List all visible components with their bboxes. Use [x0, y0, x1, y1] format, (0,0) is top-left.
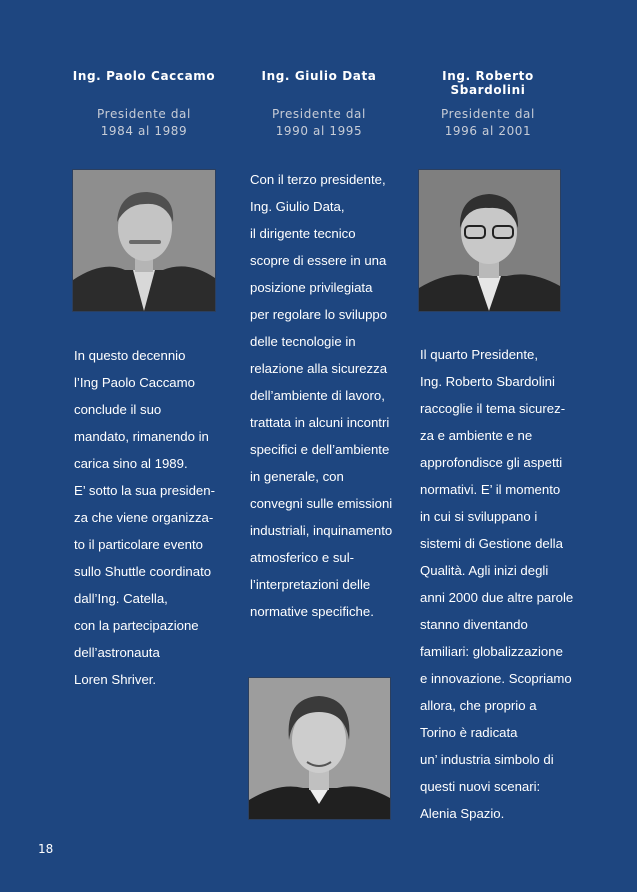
text-line: scopre di essere in una	[250, 253, 387, 268]
president-name-data: Ing. Giulio Data	[261, 69, 377, 83]
person-portrait-icon	[249, 678, 390, 819]
text-line: mandato, rimanendo in	[74, 429, 209, 444]
term-sbardolini	[403, 106, 573, 140]
text-line: to il particolare evento	[74, 537, 204, 552]
text-line: dall’Ing. Catella,	[74, 591, 168, 606]
term-caccamo	[59, 106, 229, 140]
president-name-sbardolini: Ing. Roberto Sbardolini	[442, 69, 534, 97]
portrait-data-photo	[248, 677, 391, 820]
text-line: sistemi di Gestione della	[420, 536, 563, 551]
text-line: con la partecipazione	[74, 618, 199, 633]
text-line: il dirigente tecnico	[250, 226, 356, 241]
text-line: conclude il suo	[74, 402, 162, 417]
text-line: questi nuovi scenari:	[420, 779, 541, 794]
term-line-1: Presidente dal	[441, 107, 535, 121]
text-line: In questo decennio	[74, 348, 186, 363]
text-line: dell’astronauta	[74, 645, 160, 660]
text-line: dell’ambiente di lavoro,	[250, 388, 385, 403]
term-line-1: Presidente dal	[272, 107, 366, 121]
text-line: Alenia Spazio.	[420, 806, 505, 821]
text-line: stanno diventando	[420, 617, 528, 632]
text-line: approfondisce gli aspetti	[420, 455, 563, 470]
text-line: industriali, inquinamento	[250, 523, 393, 538]
text-line: Torino è radicata	[420, 725, 518, 740]
term-line-2: 1990 al 1995	[275, 124, 363, 138]
term-data	[234, 106, 404, 140]
person-portrait-icon	[419, 170, 560, 311]
text-line: l’interpretazioni delle	[250, 577, 371, 592]
text-line: convegni sulle emissioni	[250, 496, 393, 511]
text-line: Il quarto Presidente,	[420, 347, 539, 362]
text-line: e innovazione. Scopriamo	[420, 671, 572, 686]
text-line: raccoglie il tema sicurez-	[420, 401, 566, 416]
text-line: atmosferico e sul-	[250, 550, 355, 565]
person-portrait-icon	[73, 170, 215, 311]
text-line: posizione privilegiata	[250, 280, 373, 295]
sbardolini-description	[420, 341, 573, 827]
text-line: relazione alla sicurezza	[250, 361, 388, 376]
text-line: E’ sotto la sua presiden-	[74, 483, 215, 498]
text-line: allora, che proprio a	[420, 698, 537, 713]
text-line: normativi. E’ il momento	[420, 482, 561, 497]
text-line: anni 2000 due altre parole	[420, 590, 574, 605]
text-line: normative specifiche.	[250, 604, 374, 619]
text-line: un’ industria simbolo di	[420, 752, 554, 767]
data-description	[250, 166, 392, 625]
text-line: Ing. Giulio Data,	[250, 199, 345, 214]
page-number: 18	[38, 842, 54, 856]
text-line: specifici e dell’ambiente	[250, 442, 390, 457]
term-line-1: Presidente dal	[97, 107, 191, 121]
term-line-2: 1984 al 1989	[100, 124, 188, 138]
text-line: za e ambiente e ne	[420, 428, 533, 443]
president-name-caccamo: Ing. Paolo Caccamo	[72, 69, 216, 83]
caccamo-description	[74, 342, 215, 693]
text-line: trattata in alcuni incontri	[250, 415, 390, 430]
text-line: za che viene organizza-	[74, 510, 214, 525]
text-line: Ing. Roberto Sbardolini	[420, 374, 555, 389]
text-line: delle tecnologie in	[250, 334, 356, 349]
term-line-2: 1996 al 2001	[444, 124, 532, 138]
portrait-caccamo-photo	[72, 169, 216, 312]
text-line: familiari: globalizzazione	[420, 644, 563, 659]
text-line: in cui si sviluppano i	[420, 509, 538, 524]
text-line: in generale, con	[250, 469, 344, 484]
text-line: Loren Shriver.	[74, 672, 157, 687]
text-line: Con il terzo presidente,	[250, 172, 386, 187]
portrait-sbardolini-photo	[418, 169, 561, 312]
text-line: Qualità. Agli inizi degli	[420, 563, 549, 578]
text-line: sullo Shuttle coordinato	[74, 564, 212, 579]
text-line: carica sino al 1989.	[74, 456, 188, 471]
text-line: per regolare lo sviluppo	[250, 307, 388, 322]
text-line: l’Ing Paolo Caccamo	[74, 375, 195, 390]
